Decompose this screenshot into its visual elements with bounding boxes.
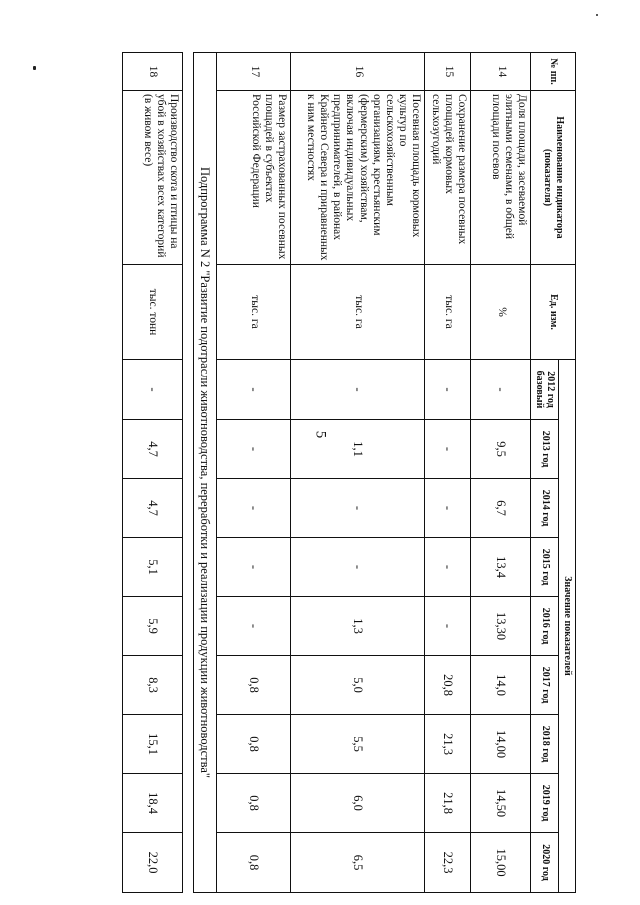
- row-value: 14,50: [471, 774, 531, 833]
- header-year: 2019 год: [531, 774, 559, 833]
- row-value: 5,9: [123, 597, 183, 656]
- header-year: 2014 год: [531, 479, 559, 538]
- subprogram-title: Подпрограмма N 2 "Развитие подотрасли животноводства, переработки и реализации продукции животноводства": [194, 53, 217, 893]
- row-value: 5,5: [291, 715, 425, 774]
- row-value: -: [217, 538, 291, 597]
- scan-speck: [33, 66, 36, 70]
- row-value: 21,8: [425, 774, 471, 833]
- gap-row: [183, 53, 194, 893]
- header-year: 2013 год: [531, 420, 559, 479]
- row-value: 0,8: [217, 774, 291, 833]
- table-row: [217, 53, 291, 893]
- row-value: 8,3: [123, 656, 183, 715]
- header-year: 2012 год базовый: [531, 360, 559, 420]
- table-row: [471, 53, 531, 893]
- row-unit: тыс. тонн: [123, 265, 183, 360]
- row-name: Доля площади, засеваемой элитными семенами, в общей площади посевов: [471, 91, 531, 265]
- row-value: 15,1: [123, 715, 183, 774]
- row-value: 0,8: [217, 656, 291, 715]
- row-value: 21,3: [425, 715, 471, 774]
- row-value: 5,0: [291, 656, 425, 715]
- row-unit: тыс. га: [425, 265, 471, 360]
- table-row: [291, 53, 425, 893]
- row-value: -: [425, 597, 471, 656]
- header-unit: Ед. изм.: [531, 265, 576, 360]
- header-name: Наименование индикатора (показателя): [531, 91, 576, 265]
- row-value: 1,1: [291, 420, 425, 479]
- row-name: Сохранение размера посевных площадей кормовых сельхозугодий: [425, 91, 471, 265]
- row-unit: тыс. га: [291, 265, 425, 360]
- row-value: -: [425, 479, 471, 538]
- row-value: 1,3: [291, 597, 425, 656]
- table-gap: [183, 53, 194, 893]
- row-value: 6,0: [291, 774, 425, 833]
- row-value: 20,8: [425, 656, 471, 715]
- row-num: 15: [425, 53, 471, 91]
- row-value: -: [425, 360, 471, 420]
- row-value: 0,8: [217, 833, 291, 893]
- row-num: 16: [291, 53, 425, 91]
- row-value: -: [425, 420, 471, 479]
- header-year: 2020 год: [531, 833, 559, 893]
- row-value: 13,30: [471, 597, 531, 656]
- row-value: 18,4: [123, 774, 183, 833]
- row-value: 4,7: [123, 479, 183, 538]
- row-value: -: [123, 360, 183, 420]
- row-value: 6,7: [471, 479, 531, 538]
- row-num: 18: [123, 53, 183, 91]
- row-value: -: [471, 360, 531, 420]
- row-value: 14,0: [471, 656, 531, 715]
- table-row: [425, 53, 471, 893]
- row-name: Размер застрахованных посевных площадей в субъектах Российской Федерации: [217, 91, 291, 265]
- header-year: 2016 год: [531, 597, 559, 656]
- row-value: 15,00: [471, 833, 531, 893]
- row-value: -: [217, 597, 291, 656]
- row-value: 9,5: [471, 420, 531, 479]
- header-year: 2018 год: [531, 715, 559, 774]
- row-unit: тыс. га: [217, 265, 291, 360]
- row-num: 14: [471, 53, 531, 91]
- row-value: 13,4: [471, 538, 531, 597]
- row-value: 14,00: [471, 715, 531, 774]
- header-values-group: Значение показателей: [559, 360, 576, 893]
- indicators-table: [122, 52, 576, 893]
- row-value: -: [291, 538, 425, 597]
- row-value: 22,3: [425, 833, 471, 893]
- row-name: Производство скота и птицы на убой в хозяйствах всех категорий (в живом весе): [123, 91, 183, 265]
- table-row: [123, 53, 183, 893]
- row-value: -: [425, 538, 471, 597]
- row-value: 22,0: [123, 833, 183, 893]
- scan-speck: [596, 14, 598, 16]
- row-value: -: [217, 360, 291, 420]
- row-value: 0,8: [217, 715, 291, 774]
- header-row: [559, 53, 576, 893]
- page-number: 5: [312, 430, 329, 439]
- row-value: -: [291, 360, 425, 420]
- row-value: 6,5: [291, 833, 425, 893]
- row-num: 17: [217, 53, 291, 91]
- header-year: 2017 год: [531, 656, 559, 715]
- row-value: -: [217, 479, 291, 538]
- subprogram-row: [194, 53, 217, 893]
- header-num: № пп.: [531, 53, 576, 91]
- header-year: 2015 год: [531, 538, 559, 597]
- row-unit: %: [471, 265, 531, 360]
- rotated-table-wrapper: [112, 52, 576, 892]
- row-value: 5,1: [123, 538, 183, 597]
- row-value: -: [291, 479, 425, 538]
- row-value: -: [217, 420, 291, 479]
- row-name: Посевная площадь кормовых культур по сельскохозяйственным организациям, крестьянским (фермерским) хозяйствам, включая индивидуальных предпринимателей, в районах Крайнего Севера и приравненных к ним местностях: [291, 91, 425, 265]
- row-value: 4,7: [123, 420, 183, 479]
